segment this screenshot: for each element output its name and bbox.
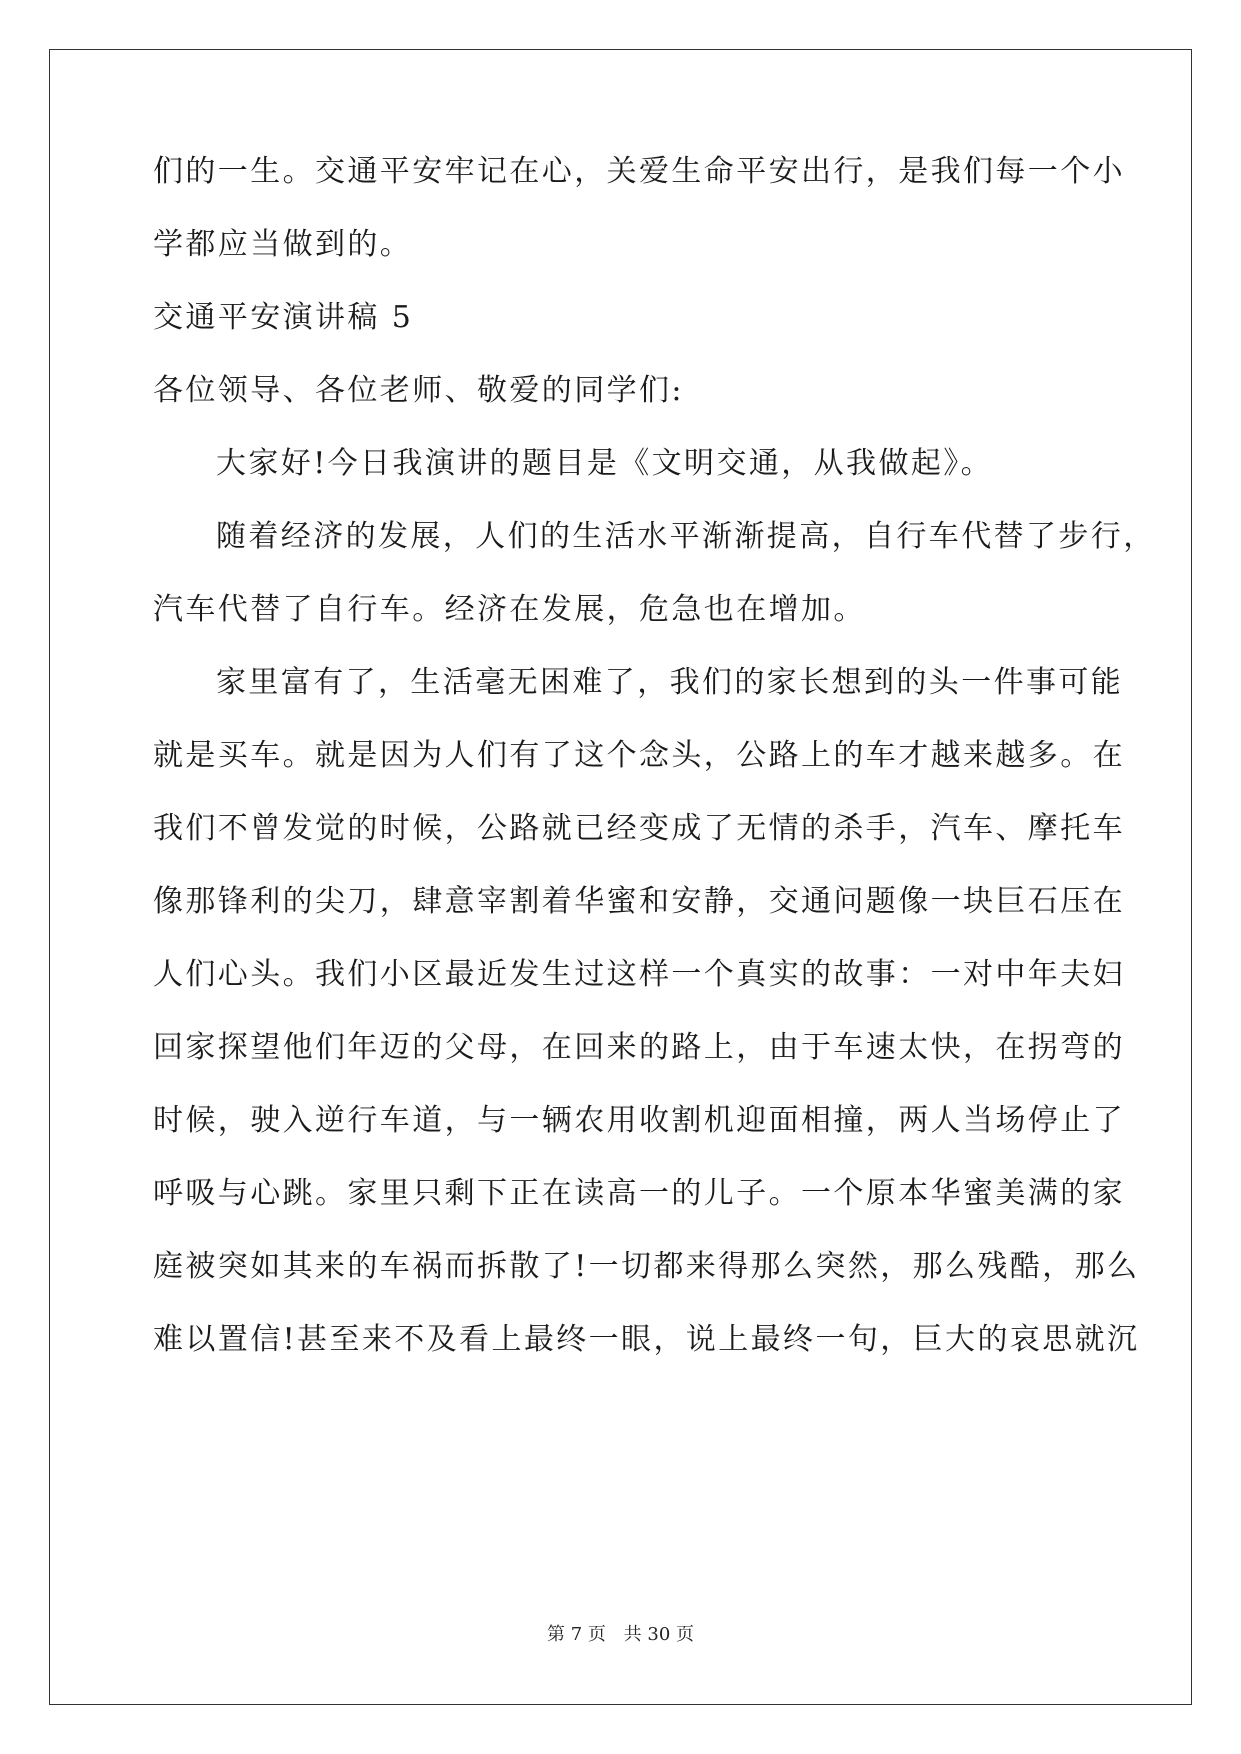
text-line: 家里富有了，生活毫无困难了，我们的家长想到的头一件事可能 (216, 665, 1124, 700)
page-footer (0, 1626, 1241, 1644)
text-line: 就是买车。就是因为人们有了这个念头，公路上的车才越来越多。在 (153, 738, 1125, 773)
text-line: 人们心头。我们小区最近发生过这样一个真实的故事：一对中年夫妇 (153, 957, 1125, 992)
page-number-current: 第 7 页 (547, 1624, 606, 1645)
text-line: 呼吸与心跳。家里只剩下正在读高一的儿子。一个原本华蜜美满的家 (153, 1176, 1125, 1211)
text-line: 庭被突如其来的车祸而拆散了!一切都来得那么突然，那么残酷，那么 (153, 1249, 1140, 1284)
text-line: 随着经济的发展，人们的生活水平渐渐提高，自行车代替了步行， (216, 519, 1156, 554)
text-line: 学都应当做到的。 (153, 227, 413, 262)
text-line: 像那锋利的尖刀，肆意宰割着华蜜和安静，交通问题像一块巨石压在 (153, 884, 1125, 919)
section-heading: 交通平安演讲稿 5 (153, 300, 414, 335)
salutation: 各位领导、各位老师、敬爱的同学们: (153, 373, 684, 408)
page-number-total: 共 30 页 (623, 1624, 694, 1645)
text-line: 我们不曾发觉的时候，公路就已经变成了无情的杀手，汽车、摩托车 (153, 811, 1125, 846)
text-line: 汽车代替了自行车。经济在发展，危急也在增加。 (153, 592, 866, 627)
text-line: 回家探望他们年迈的父母，在回来的路上，由于车速太快，在拐弯的 (153, 1030, 1125, 1065)
page-border (49, 49, 1192, 1705)
text-line: 时候，驶入逆行车道，与一辆农用收割机迎面相撞，两人当场停止了 (153, 1103, 1125, 1138)
text-line: 难以置信!甚至来不及看上最终一眼，说上最终一句，巨大的哀思就沉 (153, 1322, 1140, 1357)
text-line: 们的一生。交通平安牢记在心，关爱生命平安出行，是我们每一个小 (153, 154, 1125, 189)
text-line: 大家好!今日我演讲的题目是《文明交通，从我做起》。 (216, 446, 994, 481)
